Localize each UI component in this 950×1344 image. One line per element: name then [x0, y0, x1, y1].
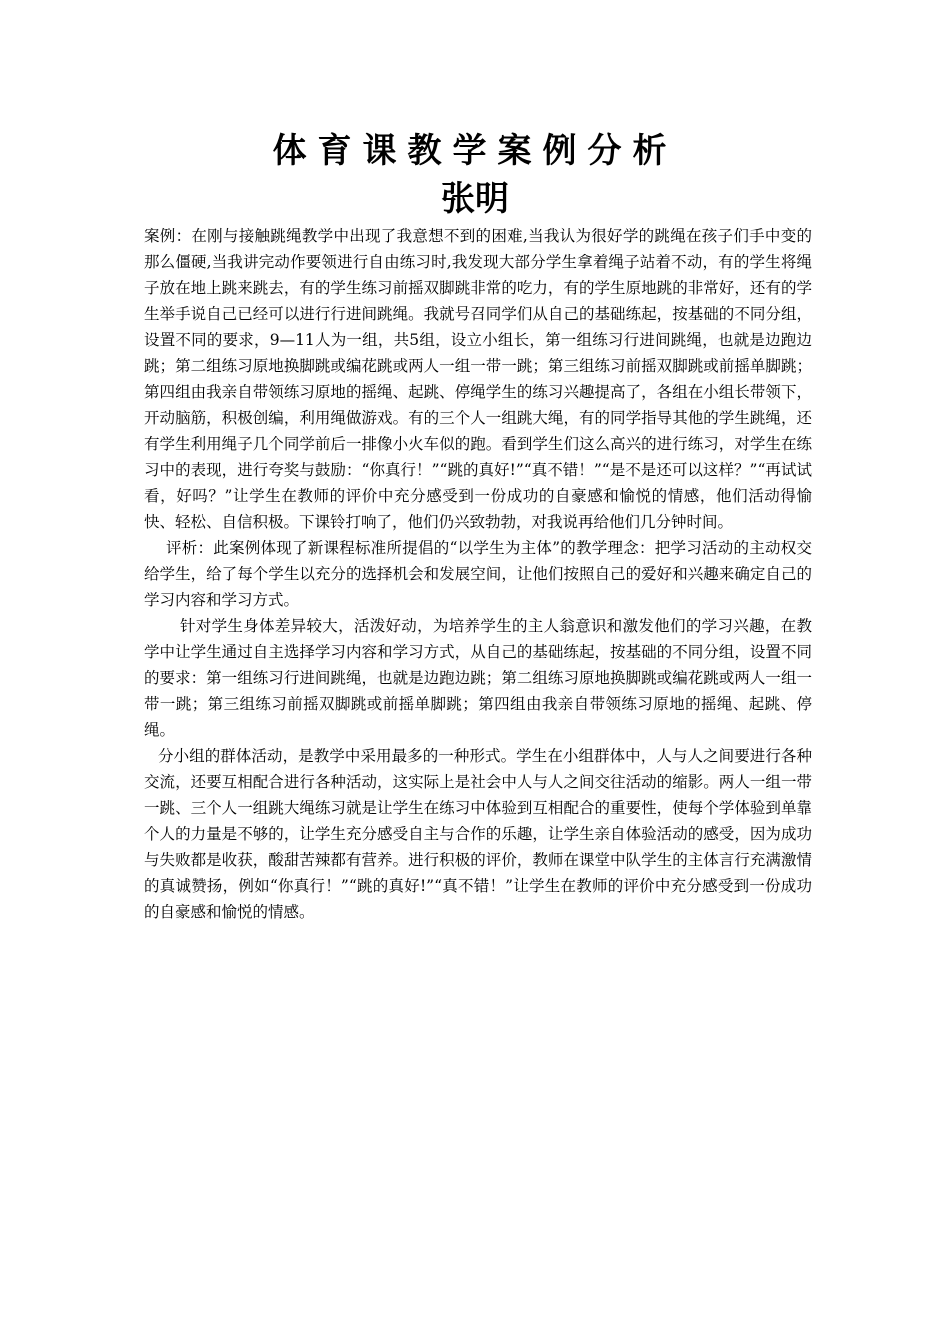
- document-body: [144, 223, 812, 925]
- paragraph-case: 案例：在刚与接触跳绳教学中出现了我意想不到的困难,当我认为很好学的跳绳在孩子们手中变的那么僵硬,当我讲完动作要领进行自由练习时,我发现大部分学生拿着绳子站着不动，有的学生将绳子放在地上跳来跳去，有的学生练习前摇双脚跳非常的吃力，有的学生原地跳的非常好，还有的学生举手说自己已经可以进行行进间跳绳。我就号召同学们从自己的基础练起，按基础的不同分组，设置不同的要求，9—11人为一组，共5组，设立小组长，第一组练习行进间跳绳，也就是边跑边跳；第二组练习原地换脚跳或编花跳或两人一组一带一跳；第三组练习前摇双脚跳或前摇单脚跳；第四组由我亲自带领练习原地的摇绳、起跳、停绳学生的练习兴趣提高了，各组在小组长带领下，开动脑筋，积极创编，利用绳做游戏。有的三个人一组跳大绳，有的同学指导其他的学生跳绳，还有学生利用绳子几个同学前后一排像小火车似的跑。看到学生们这么高兴的进行练习，对学生在练习中的表现，进行夸奖与鼓励：“你真行！”“跳的真好!”“真不错！”“是不是还可以这样？”“再试试看，好吗？”让学生在教师的评价中充分感受到一份成功的自豪感和愉悦的情感，他们活动得愉快、轻松、自信积极。下课铃打响了，他们仍兴致勃勃，对我说再给他们几分钟时间。: [144, 227, 812, 531]
- document-title: 体育课教学案例分析: [272, 131, 678, 171]
- document-author: 张明: [441, 179, 509, 219]
- paragraph-analysis: 评析：此案例体现了新课程标准所提倡的“以学生为主体”的教学理念：把学习活动的主动权交给学生，给了每个学生以充分的选择机会和发展空间，让他们按照自己的爱好和兴趣来确定自己的学习内容和学习方式。: [144, 539, 812, 609]
- paragraph-group-activity: 分小组的群体活动，是教学中采用最多的一种形式。学生在小组群体中，人与人之间要进行各种交流，还要互相配合进行各种活动，这实际上是社会中人与人之间交往活动的缩影。两人一组一带一跳、三个人一组跳大绳练习就是让学生在练习中体验到互相配合的重要性，使每个学体验到单靠个人的力量是不够的，让学生充分感受自主与合作的乐趣，让学生亲自体验活动的感受，因为成功与失败都是收获，酸甜苦辣都有营养。进行积极的评价，教师在课堂中队学生的主体言行充满激情的真诚赞扬，例如“你真行！”“跳的真好!”“真不错！”让学生在教师的评价中充分感受到一份成功的自豪感和愉悦的情感。: [144, 747, 812, 921]
- paragraph-grouping: 针对学生身体差异较大，活泼好动，为培养学生的主人翁意识和激发他们的学习兴趣，在教学中让学生通过自主选择学习内容和学习方式，从自己的基础练起，按基础的不同分组，设置不同的要求：第一组练习行进间跳绳，也就是边跑边跳；第二组练习原地换脚跳或编花跳或两人一组一带一跳；第三组练习前摇双脚跳或前摇单脚跳；第四组由我亲自带领练习原地的摇绳、起跳、停绳。: [144, 617, 812, 739]
